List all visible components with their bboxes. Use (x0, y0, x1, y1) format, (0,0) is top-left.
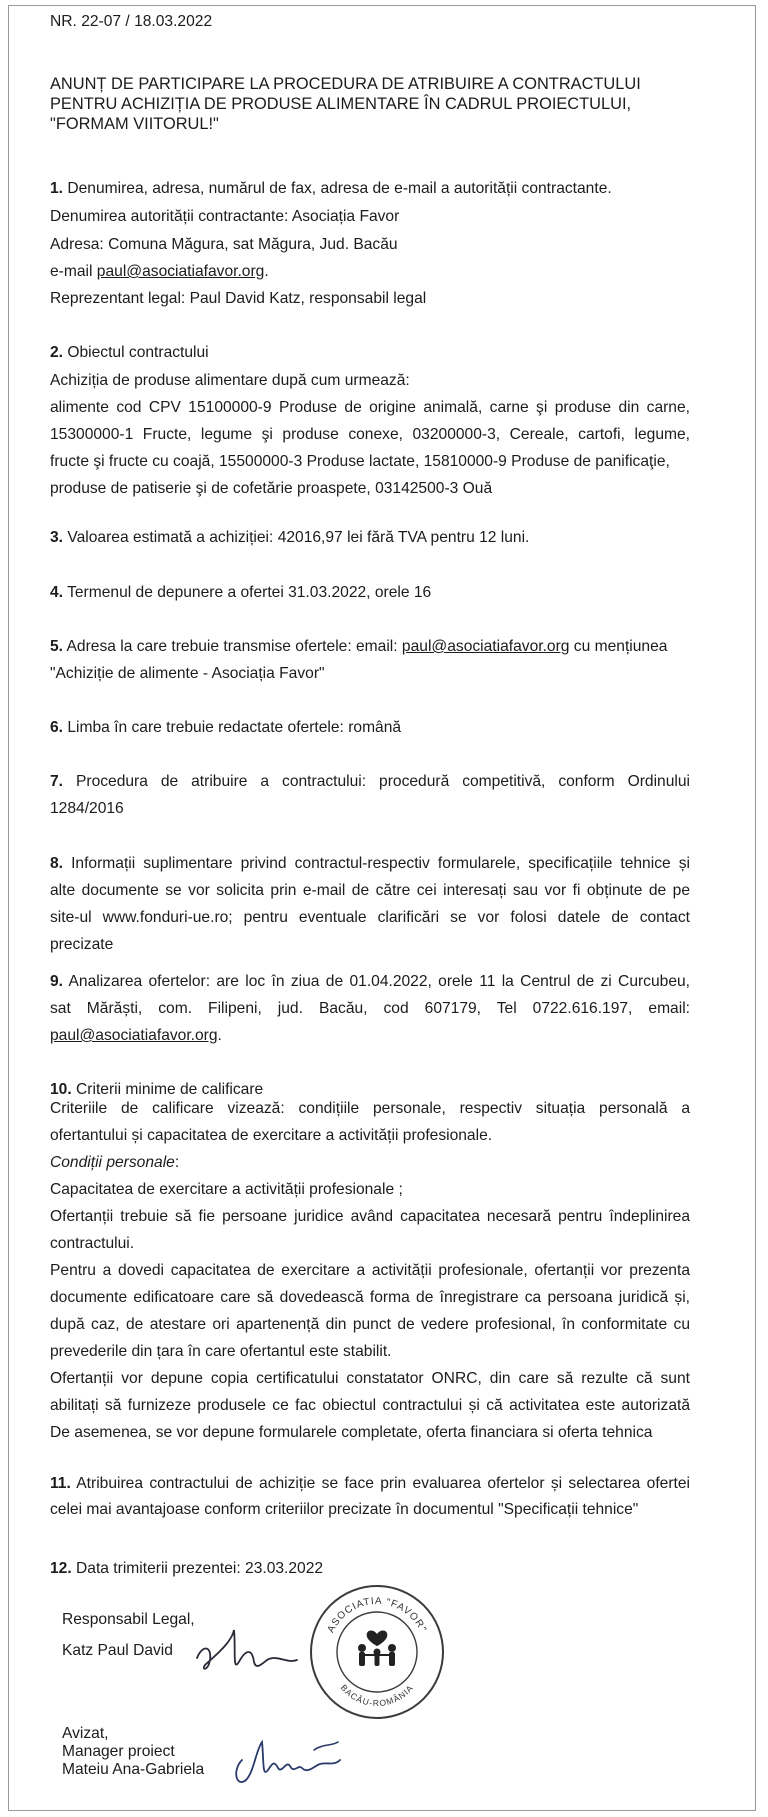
section-2-line: produse de patiserie şi de cofetărie proaspete, 03142500-3 Ouă (50, 480, 493, 497)
section-10-line: prevederile din țara în care ofertantul este stabilit. (50, 1343, 392, 1360)
section-8-line: precizate (50, 936, 114, 953)
svg-text:BACĂU-ROMÂNIA (339, 1683, 416, 1709)
section-7: 7. Procedura de atribuire a contractului: procedură competitivă, conform Ordinului (50, 773, 691, 790)
approval-role: Manager proiect (62, 1743, 175, 1760)
section-5-line: "Achiziție de alimente - Asociația Favor" (50, 665, 325, 682)
svg-text:ASOCIATIA "FAVOR" (326, 1596, 429, 1635)
approval-name: Mateiu Ana-Gabriela (62, 1761, 205, 1778)
section-9-email: paul@asociatiafavor.org. (50, 1027, 222, 1044)
section-12: 12. Data trimiterii prezentei: 23.03.2022 (50, 1560, 324, 1577)
email-link[interactable]: paul@asociatiafavor.org (96, 263, 265, 280)
approval-signature (228, 1730, 348, 1792)
section-number: 7. (50, 773, 64, 790)
section-number: 8. (50, 855, 64, 872)
signatory-name: Katz Paul David (62, 1642, 173, 1659)
title-line: "FORMAM VIITORUL!" (50, 115, 219, 133)
section-2-heading: 2. Obiectul contractului (50, 344, 209, 361)
document-number: NR. 22-07 / 18.03.2022 (50, 13, 213, 30)
authority-email: e-mail paul@asociatiafavor.org. (50, 263, 269, 280)
section-number: 6. (50, 719, 64, 736)
section-number: 5. (50, 638, 64, 655)
section-10-line: Ofertanții trebuie să fie persoane juridice având capacitatea necesară pentru îndeplinirea (50, 1208, 690, 1225)
signature-scribble (192, 1620, 302, 1690)
section-5: 5. Adresa la care trebuie transmise ofertele: email: paul@asociatiafavor.org cu mențiunea (50, 638, 668, 655)
legal-representative: Reprezentant legal: Paul David Katz, responsabil legal (50, 290, 427, 307)
section-10-line: după caz, de atestare ori apartenență din punct de vedere profesional, în conformitate cu (50, 1316, 690, 1333)
section-8-line: alte documente se vor solicita prin e-mail de către cei interesați sau vor fi obținute de pe (50, 882, 690, 899)
section-10-subheading: Condiții personale: (50, 1154, 180, 1171)
authority-name: Denumirea autorității contractante: Asociația Favor (50, 208, 400, 225)
stamp-top-text: ASOCIATIA "FAVOR" (325, 1595, 429, 1635)
section-9: 9. Analizarea ofertelor: are loc în ziua de 01.04.2022, orele 11 la Centrul de zi Curcubeu, (50, 973, 690, 990)
section-9-line: sat Mărăști, com. Filipeni, jud. Bacău, cod 607179, Tel 0722.616.197, email: (50, 1000, 690, 1017)
signatory-role: Responsabil Legal, (62, 1611, 195, 1628)
section-2-line: 15300000-1 Fructe, legume şi produse conexe, 03200000-3, Cereale, cartofi, legume, (50, 426, 690, 443)
title-line: PENTRU ACHIZIȚIA DE PRODUSE ALIMENTARE ÎN CADRUL PROIECTULUI, (50, 95, 632, 113)
section-number: 2. (50, 344, 64, 361)
section-10-line: ofertantului și capacitatea de exercitare a activității profesionale. (50, 1127, 493, 1144)
section-6: 6. Limba în care trebuie redactate ofertele: română (50, 719, 402, 736)
section-10-line: Pentru a dovedi capacitatea de exercitare a activității profesionale, ofertanții vor prezenta (50, 1262, 690, 1279)
family-emblem-icon (358, 1630, 396, 1666)
section-heading-text: Denumirea, adresa, numărul de fax, adresa de e-mail a autorității contractante. (67, 180, 612, 197)
section-8: 8. Informații suplimentare privind contractul-respectiv formularele, specificațiile tehnice și (50, 855, 690, 872)
section-number: 10. (50, 1081, 72, 1098)
section-3: 3. Valoarea estimată a achiziției: 42016,97 lei fără TVA pentru 12 luni. (50, 529, 530, 546)
section-10-line: Ofertanții vor depune copia certificatului constatator ONRC, din care să rezulte că sunt (50, 1370, 690, 1387)
section-10-line: contractului. (50, 1235, 135, 1252)
title-line: ANUNȚ DE PARTICIPARE LA PROCEDURA DE ATRIBUIRE A CONTRACTULUI (50, 75, 641, 93)
approval-label: Avizat, (62, 1725, 109, 1742)
section-11: 11. Atribuirea contractului de achiziție se face prin evaluarea ofertelor și selectarea ofertei (50, 1475, 690, 1492)
stamp-bottom-text: BACĂU-ROMÂNIA (338, 1682, 416, 1709)
section-10-line: documente edificatoare care să dovedească forma de înregistrare ca persoana juridică și, (50, 1289, 690, 1306)
section-2-line: alimente cod CPV 15100000-9 Produse de origine animală, carne şi produse din carne, (50, 399, 690, 416)
section-10-line: Capacitatea de exercitare a activității profesionale ; (50, 1181, 403, 1198)
section-number: 3. (50, 529, 64, 546)
section-11-line: celei mai avantajoase conform criteriilor precizate în documentul "Specificații tehnice" (50, 1501, 639, 1518)
section-number: 4. (50, 584, 64, 601)
section-1-heading (50, 179, 612, 199)
section-number: 9. (50, 973, 64, 990)
email-link[interactable]: paul@asociatiafavor.org (401, 638, 570, 655)
authority-address: Adresa: Comuna Măgura, sat Măgura, Jud. Bacău (50, 236, 398, 253)
section-number: 12. (50, 1560, 72, 1577)
section-10-line: abilitați să furnizeze produsele ce fac obiectul contractului și că activitatea este autorizată (50, 1397, 690, 1414)
section-10-heading: 10. Criterii minime de calificare (50, 1081, 264, 1098)
email-link[interactable]: paul@asociatiafavor.org (50, 1027, 218, 1044)
section-10-line: Criteriile de calificare vizează: condițiile personale, respectiv situația personală a (50, 1100, 690, 1117)
section-10-line: De asemenea, se vor depune formularele completate, oferta financiara si oferta tehnica (50, 1424, 653, 1441)
section-4: 4. Termenul de depunere a ofertei 31.03.2022, orele 16 (50, 584, 432, 601)
section-7-line: 1284/2016 (50, 800, 124, 817)
section-8-line: site-ul www.fonduri-ue.ro; pentru eventuale clarificări se vor folosi datele de contact (50, 909, 690, 926)
section-number: 11. (50, 1475, 71, 1492)
section-2-line: fructe şi fructe cu coajă, 15500000-3 Produse lactate, 15810000-9 Produse de panificaţie, (50, 453, 670, 470)
section-number: 1. (50, 180, 64, 197)
section-2-line: Achiziția de produse alimentare după cum urmează: (50, 372, 410, 389)
organization-stamp (307, 1582, 447, 1722)
document-title (50, 74, 650, 134)
